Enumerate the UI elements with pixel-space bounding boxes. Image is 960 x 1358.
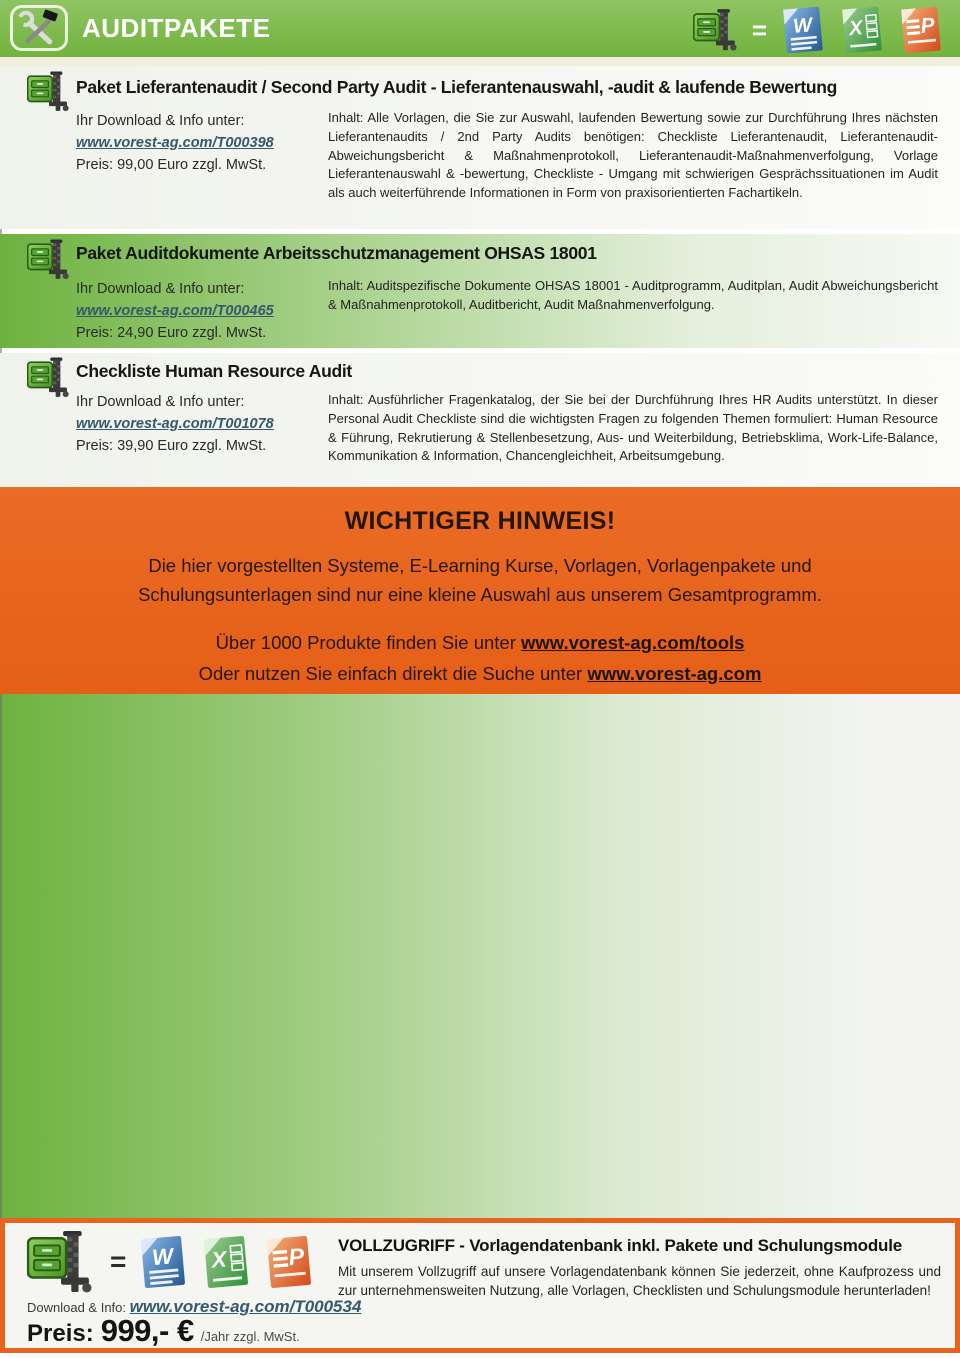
product-info-column — [76, 110, 328, 176]
footer-format-icons — [23, 1231, 315, 1293]
zip-archive-icon — [27, 357, 71, 398]
notice-products-prefix: Über 1000 Produkte finden Sie unter — [215, 632, 522, 653]
notice-body: Die hier vorgestellten Systeme, E-Learning Kurse, Vorlagen, Vorlagenpakete und Schulungsunterlagen sind nur eine kleine Auswahl aus unserem Gesamtprogramm. — [138, 555, 822, 605]
product-title: Checkliste Human Resource Audit — [76, 361, 352, 381]
download-label: Ihr Download & Info unter: — [76, 394, 245, 410]
notice-search-prefix: Oder nutzen Sie einfach direkt die Suche unter — [198, 663, 588, 684]
product-section-ohsas18001 — [0, 234, 960, 348]
footer-text-column — [338, 1236, 941, 1300]
product-description: Inhalt: Ausführlicher Fragenkatalog, der Sie bei der Durchführung Ihres HR Audits unterstützt. In dieser Personal Audit Checkliste sind die wichtigsten Fragen zu folgenden Themen formuliert: Human Resource & Führung, Rekrutierung & Stellenbesetzung, Aus- und Weiterbildung, Betriebsklima, Work-Life-Balance, Kommunikation & Information, Chancengleichheit, Arbeitsumgebung. — [328, 392, 938, 464]
notice-products-line — [0, 629, 960, 657]
product-section-lieferantenaudit — [0, 66, 960, 229]
powerpoint-document-icon — [263, 1233, 315, 1291]
header — [0, 0, 960, 57]
equals-sign: = — [110, 1246, 127, 1277]
product-url-link[interactable]: www.vorest-ag.com/T000465 — [76, 303, 274, 319]
zip-archive-icon — [693, 5, 739, 55]
price-label: Preis: — [27, 1320, 94, 1347]
download-label: Download & Info: — [27, 1300, 130, 1315]
product-url-link[interactable]: www.vorest-ag.com/T001078 — [76, 416, 274, 432]
tools-icon — [10, 5, 68, 51]
product-info-column — [76, 278, 328, 344]
equals-sign: = — [751, 14, 767, 45]
page-title: AUDITPAKETE — [82, 12, 271, 43]
product-section-hr-audit — [0, 353, 960, 487]
product-price: Preis: 24,90 Euro zzgl. MwSt. — [76, 325, 267, 341]
word-document-icon — [780, 4, 826, 56]
price-suffix: /Jahr zzgl. MwSt. — [200, 1329, 300, 1344]
full-access-box — [0, 1218, 960, 1353]
product-url-link[interactable]: www.vorest-ag.com/T000398 — [76, 135, 274, 151]
product-description: Inhalt: Alle Vorlagen, die Sie zur Auswahl, laufenden Bewertung sowie zur Durchführung Ihres nächsten Lieferantenaudits / 2nd Party Audits benötigen: Checkliste Lieferantenaudit, Lieferantenaudit-Abweichungsbericht & Maßnahmenprotokoll, Lieferantenaudit-Maßnahmenverfolgung, Vorlage Lieferantenauswahl & -bewertung, Checkliste - Umgang mit schwierigen Gesprächssituationen im Audit als auch weiterführende Informationen in Form von praxisorientierten Fachartikeln. — [328, 110, 938, 201]
header-divider — [0, 57, 960, 66]
zip-archive-icon — [27, 239, 71, 280]
download-label: Ihr Download & Info unter: — [76, 281, 245, 297]
footer-price-line — [27, 1313, 300, 1349]
powerpoint-document-icon — [898, 4, 944, 56]
product-info-column — [76, 391, 328, 457]
excel-document-icon — [839, 4, 885, 56]
product-price: Preis: 39,90 Euro zzgl. MwSt. — [76, 438, 267, 454]
fullaccess-title: VOLLZUGRIFF - Vorlagendatenbank inkl. Pakete und Schulungsmodule — [338, 1236, 902, 1255]
product-price: Preis: 99,00 Euro zzgl. MwSt. — [76, 157, 267, 173]
fullaccess-url-link[interactable]: www.vorest-ag.com/T000534 — [129, 1297, 362, 1316]
download-label: Ihr Download & Info unter: — [76, 113, 245, 129]
fullaccess-description: Mit unserem Vollzugriff auf unsere Vorlagendatenbank können Sie jederzeit, ohne Kaufprozess und zur unternehmensweiten Nutzung, alle Vorlagen, Checklisten und Schulungsmodule herunterladen! — [338, 1264, 941, 1298]
green-gradient-area — [0, 694, 960, 1218]
product-description: Inhalt: Auditspezifische Dokumente OHSAS 18001 - Auditprogramm, Auditplan, Audit Abweichungsbericht & Maßnahmenprotokoll, Auditbericht, Audit Maßnahmenverfolgung. — [328, 278, 938, 312]
zip-archive-icon — [27, 71, 71, 112]
notice-search-line — [0, 660, 960, 688]
word-document-icon — [137, 1233, 189, 1291]
product-title: Paket Auditdokumente Arbeitsschutzmanagement OHSAS 18001 — [76, 243, 597, 263]
homepage-url-link[interactable]: www.vorest-ag.com — [587, 663, 762, 684]
important-notice-box — [0, 487, 960, 694]
product-title: Paket Lieferantenaudit / Second Party Audit - Lieferantenauswahl, -audit & laufende Bewertung — [76, 77, 838, 97]
header-format-icons — [693, 3, 944, 57]
tools-url-link[interactable]: www.vorest-ag.com/tools — [521, 632, 745, 653]
price-value: 999,- € — [100, 1313, 194, 1348]
zip-archive-icon — [23, 1231, 99, 1293]
notice-title: WICHTIGER HINWEIS! — [344, 507, 616, 535]
excel-document-icon — [200, 1233, 252, 1291]
